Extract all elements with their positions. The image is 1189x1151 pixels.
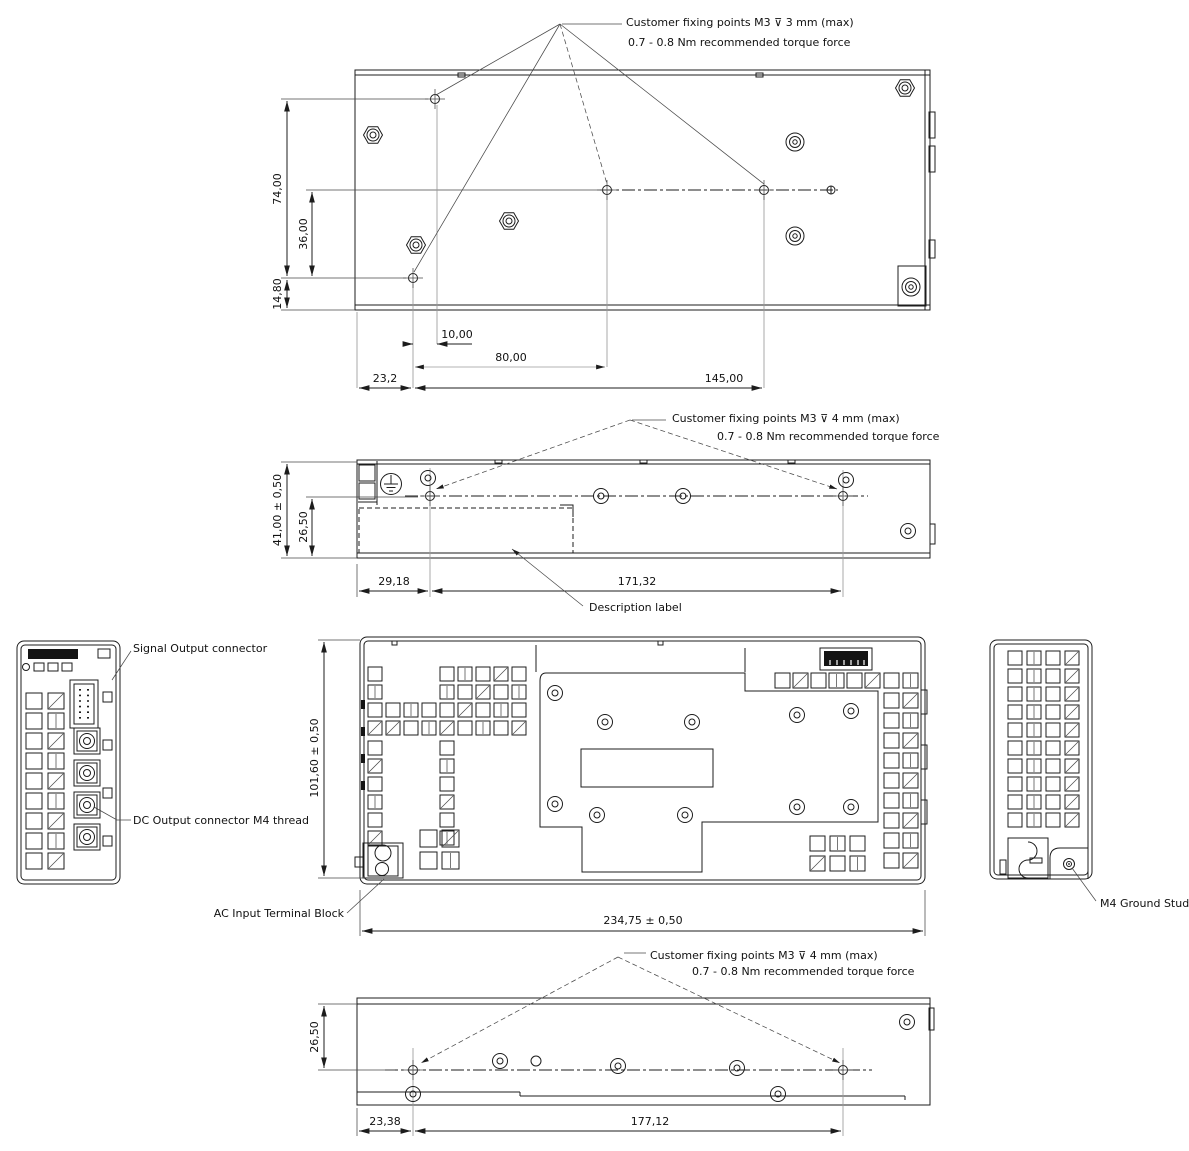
dc-terminal-icon bbox=[74, 728, 100, 754]
dim-177-12: 177,12 bbox=[630, 1115, 670, 1128]
vent-hole-detail bbox=[1066, 706, 1078, 718]
vent-hole bbox=[404, 721, 418, 735]
vent-hole bbox=[476, 667, 490, 681]
vent-hole bbox=[26, 813, 42, 829]
dim-80: 80,00 bbox=[495, 351, 527, 364]
vent-hole-detail bbox=[443, 831, 458, 846]
vent-hole bbox=[386, 703, 400, 717]
screw-head-icon bbox=[730, 1061, 745, 1076]
vent-hole-detail bbox=[441, 722, 453, 734]
vent-hole-detail bbox=[495, 668, 507, 680]
side-fixing-note-line1: Customer fixing points M3 ⊽ 4 mm (max) bbox=[672, 412, 900, 425]
vent-hole bbox=[850, 836, 865, 851]
vent-hole bbox=[440, 703, 454, 717]
vent-hole bbox=[368, 703, 382, 717]
vent-hole bbox=[1008, 723, 1022, 737]
ground-stud-label: M4 Ground Stud bbox=[1100, 897, 1189, 910]
vent-hole bbox=[884, 693, 899, 708]
screw-head-icon bbox=[844, 800, 859, 815]
top-fixing-note bbox=[414, 16, 854, 272]
protective-earth-icon bbox=[381, 474, 402, 495]
signal-output-label: Signal Output connector bbox=[133, 642, 268, 655]
screw-head-icon bbox=[901, 524, 916, 539]
vent-hole bbox=[440, 741, 454, 755]
ground-stud bbox=[1050, 848, 1088, 879]
dim-234-75: 234,75 ± 0,50 bbox=[603, 914, 683, 927]
side-fixing-note-line2: 0.7 - 0.8 Nm recommended torque force bbox=[717, 430, 940, 443]
screw-head-icon bbox=[590, 808, 605, 823]
vent-hole-detail bbox=[513, 722, 525, 734]
vent-hole-detail bbox=[1066, 814, 1078, 826]
fixing-hole-icon bbox=[754, 180, 774, 200]
vent-hole bbox=[884, 753, 899, 768]
vent-hole bbox=[884, 673, 899, 688]
flange-screw-icon bbox=[786, 227, 804, 245]
vent-hole-detail bbox=[387, 722, 399, 734]
screw-head-icon bbox=[421, 471, 436, 486]
pilot-hole bbox=[531, 1056, 541, 1066]
vent-hole bbox=[884, 833, 899, 848]
cover-plate-outline bbox=[540, 673, 878, 872]
fixing-hole-icon bbox=[597, 180, 617, 200]
vent-hole bbox=[458, 685, 472, 699]
hex-bolt-icon bbox=[407, 237, 426, 253]
vent-hole bbox=[26, 713, 42, 729]
dim-145: 145,00 bbox=[704, 372, 744, 385]
vent-hole bbox=[458, 721, 472, 735]
vent-hole bbox=[1008, 777, 1022, 791]
vent-hole bbox=[1046, 759, 1060, 773]
dim-29-18: 29,18 bbox=[378, 575, 410, 588]
vent-hole bbox=[830, 856, 845, 871]
vent-hole-detail bbox=[1066, 796, 1078, 808]
ac-terminal-block bbox=[355, 843, 403, 878]
ac-input-label: AC Input Terminal Block bbox=[213, 907, 344, 920]
left-end-view bbox=[17, 641, 309, 884]
vent-hole bbox=[1008, 741, 1022, 755]
top-fixing-note-line2: 0.7 - 0.8 Nm recommended torque force bbox=[628, 36, 851, 49]
vent-hole bbox=[884, 713, 899, 728]
vent-hole-detail bbox=[904, 814, 917, 827]
vent-hole-detail bbox=[866, 674, 879, 687]
vent-hole-detail bbox=[904, 734, 917, 747]
vent-hole bbox=[1046, 813, 1060, 827]
vent-hole-detail bbox=[1066, 742, 1078, 754]
flange-screw-icon bbox=[786, 133, 804, 151]
vent-hole bbox=[1046, 795, 1060, 809]
vent-hole bbox=[26, 833, 42, 849]
vent-hole-detail bbox=[49, 774, 63, 788]
vent-hole bbox=[1046, 723, 1060, 737]
vent-hole bbox=[884, 793, 899, 808]
hex-bolt-icon bbox=[896, 80, 915, 96]
screw-head-icon bbox=[771, 1087, 786, 1102]
vent-hole bbox=[494, 721, 508, 735]
screw-head-icon bbox=[678, 808, 693, 823]
vent-hole bbox=[1046, 705, 1060, 719]
side-fixing-note bbox=[436, 412, 940, 614]
dim-74: 74,00 bbox=[271, 173, 284, 205]
dim-23-2: 23,2 bbox=[372, 372, 398, 385]
vent-hole-detail bbox=[811, 857, 824, 870]
vent-hole-detail bbox=[904, 774, 917, 787]
fixing-hole-icon bbox=[403, 1060, 423, 1080]
fixing-hole-icon bbox=[403, 268, 423, 288]
label-window bbox=[581, 749, 713, 787]
vent-hole bbox=[775, 673, 790, 688]
vent-hole-detail bbox=[1066, 778, 1078, 790]
vent-hole-detail bbox=[49, 694, 63, 708]
vent-hole-detail bbox=[1066, 670, 1078, 682]
fixing-hole-icon bbox=[425, 89, 445, 109]
vent-hole-detail bbox=[459, 704, 471, 716]
vent-hole bbox=[1046, 669, 1060, 683]
vent-hole-detail bbox=[49, 814, 63, 828]
vent-hole-detail bbox=[49, 734, 63, 748]
bottom-fixing-note bbox=[421, 949, 915, 1063]
vent-hole bbox=[1046, 687, 1060, 701]
vent-hole-detail bbox=[369, 832, 381, 844]
vent-hole bbox=[26, 733, 42, 749]
vent-hole bbox=[1008, 795, 1022, 809]
dim-23-38: 23,38 bbox=[369, 1115, 401, 1128]
vent-hole bbox=[368, 777, 382, 791]
front-view bbox=[355, 637, 927, 884]
vent-hole bbox=[26, 773, 42, 789]
vent-hole bbox=[420, 852, 437, 869]
dim-36: 36,00 bbox=[297, 218, 310, 250]
hex-bolt-icon bbox=[500, 213, 519, 229]
vent-hole bbox=[1046, 651, 1060, 665]
side-view bbox=[357, 460, 935, 558]
vent-hole-detail bbox=[49, 854, 63, 868]
vent-hole bbox=[1008, 687, 1022, 701]
dim-26-5-bottom: 26,50 bbox=[308, 1021, 321, 1053]
vent-hole bbox=[1008, 759, 1022, 773]
screw-head-icon bbox=[548, 686, 563, 701]
top-view-dimensions bbox=[271, 99, 764, 388]
vent-hole bbox=[368, 813, 382, 827]
ac-inlet bbox=[1000, 838, 1048, 878]
vent-hole bbox=[1008, 813, 1022, 827]
vent-hole-detail bbox=[904, 694, 917, 707]
signal-output-connector bbox=[70, 680, 98, 728]
bottom-fixing-note-line2: 0.7 - 0.8 Nm recommended torque force bbox=[692, 965, 915, 978]
vent-hole bbox=[884, 853, 899, 868]
front-view-dimensions bbox=[214, 640, 925, 936]
vent-hole bbox=[26, 853, 42, 869]
vent-hole bbox=[884, 773, 899, 788]
vent-hole bbox=[420, 830, 437, 847]
dim-14-8: 14,80 bbox=[271, 278, 284, 310]
vent-hole-detail bbox=[794, 674, 807, 687]
vent-hole bbox=[26, 753, 42, 769]
vent-hole bbox=[884, 813, 899, 828]
vent-hole bbox=[440, 777, 454, 791]
vent-hole bbox=[368, 667, 382, 681]
top-fixing-note-line1: Customer fixing points M3 ⊽ 3 mm (max) bbox=[626, 16, 854, 29]
right-end-view bbox=[990, 640, 1189, 910]
screw-head-icon bbox=[493, 1054, 508, 1069]
vent-hole bbox=[811, 673, 826, 688]
vent-hole-detail bbox=[477, 686, 489, 698]
vent-hole bbox=[512, 667, 526, 681]
vent-hole bbox=[884, 733, 899, 748]
vent-hole bbox=[1008, 669, 1022, 683]
description-label: Description label bbox=[589, 601, 682, 614]
vent-hole bbox=[494, 685, 508, 699]
vent-hole bbox=[512, 703, 526, 717]
screw-head-icon bbox=[900, 1015, 915, 1030]
screw-head-icon bbox=[548, 797, 563, 812]
dc-terminal-icon bbox=[74, 760, 100, 786]
description-label-outline bbox=[359, 508, 573, 553]
vent-hole-detail bbox=[1066, 688, 1078, 700]
vent-hole bbox=[422, 703, 436, 717]
screw-head-icon bbox=[611, 1059, 626, 1074]
dc-terminal-icon bbox=[74, 792, 100, 818]
dim-41: 41,00 ± 0,50 bbox=[271, 473, 284, 547]
bottom-fixing-note-line1: Customer fixing points M3 ⊽ 4 mm (max) bbox=[650, 949, 878, 962]
flange-screw-icon bbox=[902, 278, 920, 296]
fixing-hole-icon bbox=[833, 1060, 853, 1080]
dim-101-60: 101,60 ± 0,50 bbox=[308, 718, 321, 798]
screw-head-icon bbox=[839, 473, 854, 488]
vent-hole bbox=[26, 693, 42, 709]
vent-hole-detail bbox=[369, 760, 381, 772]
vent-hole-detail bbox=[1066, 652, 1078, 664]
vent-hole bbox=[476, 703, 490, 717]
vent-hole bbox=[440, 667, 454, 681]
vent-hole-detail bbox=[904, 854, 917, 867]
vent-hole bbox=[847, 673, 862, 688]
vent-hole-detail bbox=[1066, 760, 1078, 772]
screw-head-icon bbox=[790, 800, 805, 815]
vent-hole bbox=[26, 793, 42, 809]
screw-head-icon bbox=[685, 715, 700, 730]
screw-head-icon bbox=[844, 704, 859, 719]
vent-hole-detail bbox=[1066, 724, 1078, 736]
dim-171-32: 171,32 bbox=[617, 575, 657, 588]
vent-hole bbox=[810, 836, 825, 851]
vent-hole bbox=[440, 813, 454, 827]
vent-hole-detail bbox=[369, 722, 381, 734]
screw-head-icon bbox=[598, 715, 613, 730]
dc-output-label: DC Output connector M4 thread bbox=[133, 814, 309, 827]
vent-hole bbox=[368, 741, 382, 755]
dim-10: 10,00 bbox=[441, 328, 473, 341]
vent-hole bbox=[1008, 705, 1022, 719]
vent-hole bbox=[1046, 777, 1060, 791]
screw-head-icon bbox=[790, 708, 805, 723]
dim-26-5-side: 26,50 bbox=[297, 511, 310, 543]
vent-hole-detail bbox=[441, 796, 453, 808]
dc-terminal-icon bbox=[74, 824, 100, 850]
hex-bolt-icon bbox=[364, 127, 383, 143]
vent-hole bbox=[1046, 741, 1060, 755]
vent-hole bbox=[1008, 651, 1022, 665]
bottom-view bbox=[357, 998, 934, 1105]
